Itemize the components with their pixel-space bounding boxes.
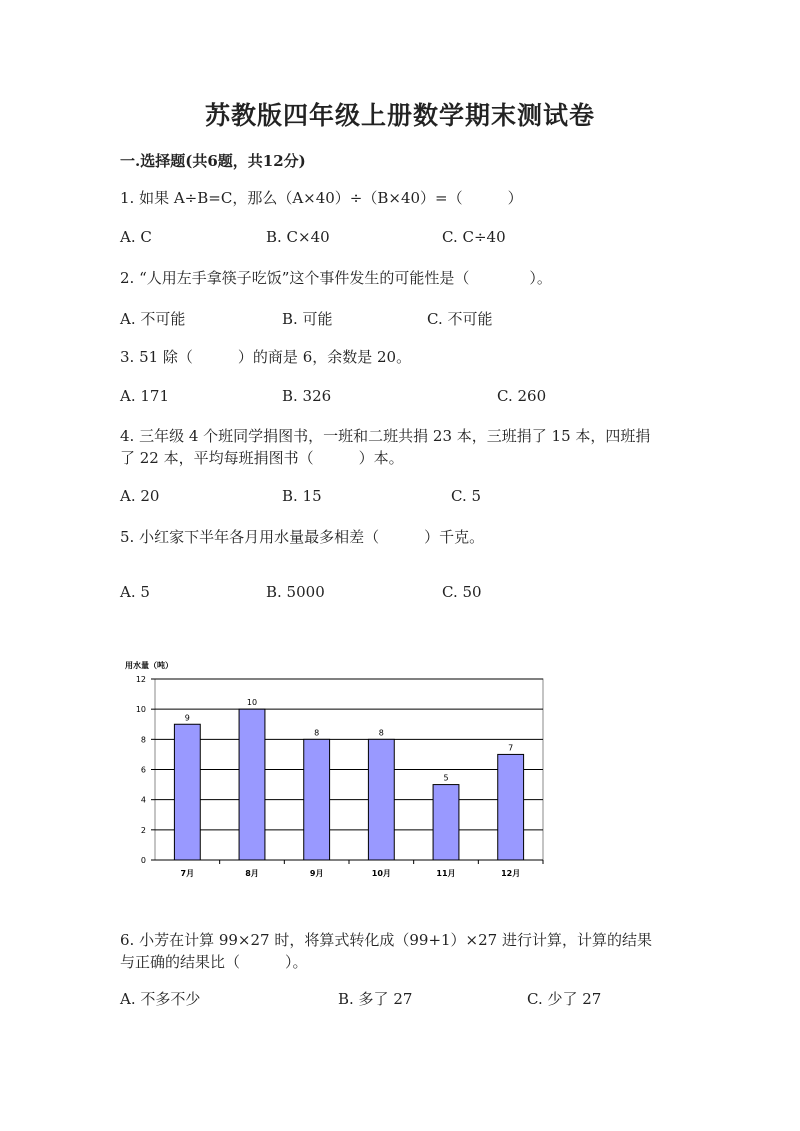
- ytick-label: 2: [140, 825, 146, 835]
- section-heading: 一.选择题(共6题，共12分): [120, 152, 306, 170]
- question-5: 5. 小红家下半年各月用水量最多相差（ ）千克。: [120, 528, 485, 546]
- xtick-label: 10月: [371, 869, 391, 878]
- chart-grid: [151, 679, 543, 864]
- bar: [239, 709, 265, 860]
- data-label: 10: [246, 698, 258, 708]
- question-4-line-2: 了 22 本，平均每班捐图书（ ）本。: [120, 449, 404, 467]
- q1-option-a: A. C: [120, 228, 152, 246]
- q3-option-c: C. 260: [497, 387, 547, 405]
- data-label: 8: [314, 728, 320, 738]
- q4-option-c: C. 5: [451, 487, 482, 505]
- xtick-label: 12月: [501, 869, 521, 878]
- q5-option-b: B. 5000: [266, 583, 325, 601]
- ytick-label: 4: [140, 795, 146, 805]
- xtick-label: 8月: [245, 869, 259, 878]
- data-label: 9: [184, 713, 190, 723]
- bar: [174, 724, 200, 860]
- question-4-line-1: 4. 三年级 4 个班同学捐图书，一班和二班共捐 23 本，三班捐了 15 本，四班捐: [120, 427, 651, 445]
- q4-option-a: A. 20: [120, 487, 160, 505]
- ytick-label: 6: [140, 765, 146, 775]
- xtick-label: 7月: [180, 869, 195, 878]
- bar: [498, 754, 524, 860]
- q2-option-c: C. 不可能: [427, 310, 493, 328]
- q1-option-b: B. C×40: [266, 228, 330, 246]
- question-6-line-2: 与正确的结果比（ ）。: [120, 953, 308, 971]
- data-label: 5: [443, 773, 449, 783]
- chart-ylabel: 用水量（吨）: [125, 661, 173, 670]
- q1-option-c: C. C÷40: [442, 228, 506, 246]
- ytick-label: 12: [135, 675, 146, 684]
- q3-option-a: A. 171: [120, 387, 169, 405]
- q3-option-b: B. 326: [282, 387, 332, 405]
- xtick-label: 11月: [436, 869, 456, 878]
- bar: [368, 739, 394, 860]
- ytick-label: 10: [135, 705, 146, 715]
- ytick-label: 0: [140, 856, 146, 865]
- q6-option-b: B. 多了 27: [338, 990, 413, 1008]
- xtick-label: 9月: [309, 869, 324, 878]
- data-label: 7: [508, 743, 514, 753]
- q6-option-a: A. 不多不少: [120, 990, 201, 1008]
- data-label: 8: [378, 728, 384, 738]
- bar: [433, 785, 459, 860]
- chart-bars: [174, 709, 523, 860]
- question-2: 2. “人用左手拿筷子吃饭”这个事件发生的可能性是（ ）。: [120, 269, 552, 287]
- page-title: 苏教版四年级上册数学期末测试卷: [204, 101, 595, 130]
- q5-option-a: A. 5: [120, 583, 150, 601]
- water-usage-bar-chart: [120, 655, 560, 890]
- q5-option-c: C. 50: [442, 583, 482, 601]
- q6-option-c: C. 少了 27: [527, 990, 602, 1008]
- q2-option-b: B. 可能: [282, 310, 333, 328]
- question-6-line-1: 6. 小芳在计算 99×27 时，将算式转化成（99+1）×27 进行计算，计算的结果: [120, 931, 652, 949]
- ytick-label: 8: [140, 735, 146, 745]
- q2-option-a: A. 不可能: [120, 310, 186, 328]
- question-1: 1. 如果 A÷B=C，那么（A×40）÷（B×40）=（ ）: [120, 189, 523, 207]
- question-3: 3. 51 除（ ）的商是 6，余数是 20。: [120, 348, 412, 366]
- q4-option-b: B. 15: [282, 487, 322, 505]
- bar: [304, 739, 330, 860]
